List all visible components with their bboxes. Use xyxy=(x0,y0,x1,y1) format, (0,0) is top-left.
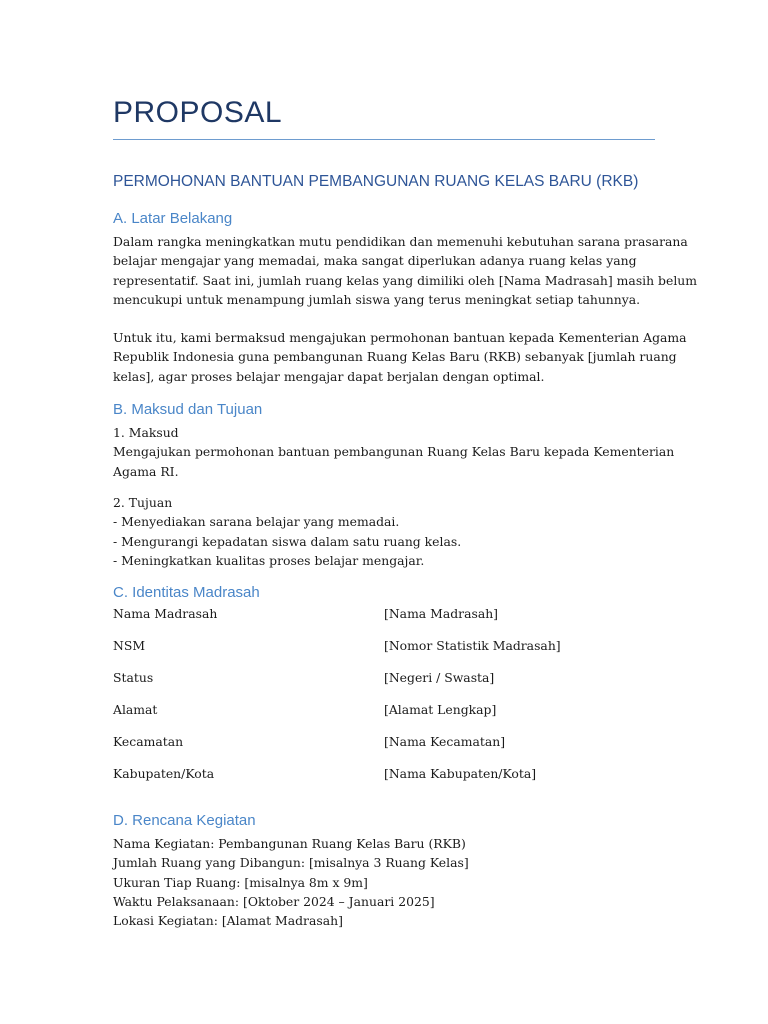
text-line: kelas], agar proses belajar mengajar dapat berjalan dengan optimal. xyxy=(113,368,545,384)
text-line: 2. Tujuan xyxy=(113,495,173,510)
identity-value: [Negeri / Swasta] xyxy=(384,670,495,685)
document-subtitle: PERMOHONAN BANTUAN PEMBANGUNAN RUANG KELAS BARU (RKB) xyxy=(113,173,639,190)
text-line: mencukupi untuk menampung jumlah siswa yang terus meningkat setiap tahunnya. xyxy=(113,291,641,307)
section-b-maksud xyxy=(113,423,675,481)
text-line: - Mengurangi kepadatan siswa dalam satu ruang kelas. xyxy=(113,533,462,549)
identity-row xyxy=(113,670,658,690)
text-line: Ukuran Tiap Ruang: [misalnya 8m x 9m] xyxy=(113,874,368,890)
identity-label: Nama Madrasah xyxy=(113,606,218,621)
section-a-heading: A. Latar Belakang xyxy=(113,210,233,227)
text-line: Lokasi Kegiatan: [Alamat Madrasah] xyxy=(113,913,343,929)
identity-value: [Alamat Lengkap] xyxy=(384,702,497,717)
section-d-details xyxy=(113,834,658,930)
identity-label: Alamat xyxy=(113,702,158,717)
section-c-heading: C. Identitas Madrasah xyxy=(113,584,260,601)
title-divider xyxy=(113,139,655,140)
text-line: representatif. Saat ini, jumlah ruang kelas yang dimiliki oleh [Nama Madrasah] masih belum xyxy=(113,272,698,288)
identity-row xyxy=(113,766,658,786)
text-line: Waktu Pelaksanaan: [Oktober 2024 – Januari 2025] xyxy=(113,893,435,909)
identity-row xyxy=(113,606,658,626)
identity-row xyxy=(113,702,658,722)
text-line: belajar mengajar yang memadai, maka sangat diperlukan adanya ruang kelas yang xyxy=(113,253,637,269)
section-a-paragraph-1 xyxy=(113,232,698,309)
section-b-heading: B. Maksud dan Tujuan xyxy=(113,401,263,418)
identity-label: Status xyxy=(113,670,154,685)
section-a-paragraph-2 xyxy=(113,328,687,386)
identity-value: [Nomor Statistik Madrasah] xyxy=(384,638,561,653)
identity-value: [Nama Madrasah] xyxy=(384,606,499,621)
text-line: Mengajukan permohonan bantuan pembangunan Ruang Kelas Baru kepada Kementerian xyxy=(113,444,675,460)
identity-value: [Nama Kecamatan] xyxy=(384,734,506,749)
text-line: Dalam rangka meningkatkan mutu pendidikan dan memenuhi kebutuhan sarana prasarana xyxy=(113,234,688,249)
text-line: Nama Kegiatan: Pembangunan Ruang Kelas Baru (RKB) xyxy=(113,836,466,851)
text-line: Agama RI. xyxy=(113,463,179,479)
text-line: Republik Indonesia guna pembangunan Ruang Kelas Baru (RKB) sebanyak [jumlah ruang xyxy=(113,349,677,365)
text-line: 1. Maksud xyxy=(113,425,179,440)
document-title: PROPOSAL xyxy=(113,96,283,129)
text-line: Untuk itu, kami bermaksud mengajukan permohonan bantuan kepada Kementerian Agama xyxy=(113,330,687,345)
identity-row xyxy=(113,734,658,754)
identity-label: Kecamatan xyxy=(113,734,184,749)
text-line: Jumlah Ruang yang Dibangun: [misalnya 3 Ruang Kelas] xyxy=(113,855,469,871)
identity-label: NSM xyxy=(113,638,146,653)
identity-label: Kabupaten/Kota xyxy=(113,766,215,781)
section-d-heading: D. Rencana Kegiatan xyxy=(113,812,256,829)
identity-value: [Nama Kabupaten/Kota] xyxy=(384,766,537,781)
section-b-tujuan xyxy=(113,493,658,570)
text-line: - Meningkatkan kualitas proses belajar mengajar. xyxy=(113,552,425,568)
identity-row xyxy=(113,638,658,658)
text-line: - Menyediakan sarana belajar yang memadai. xyxy=(113,514,400,530)
